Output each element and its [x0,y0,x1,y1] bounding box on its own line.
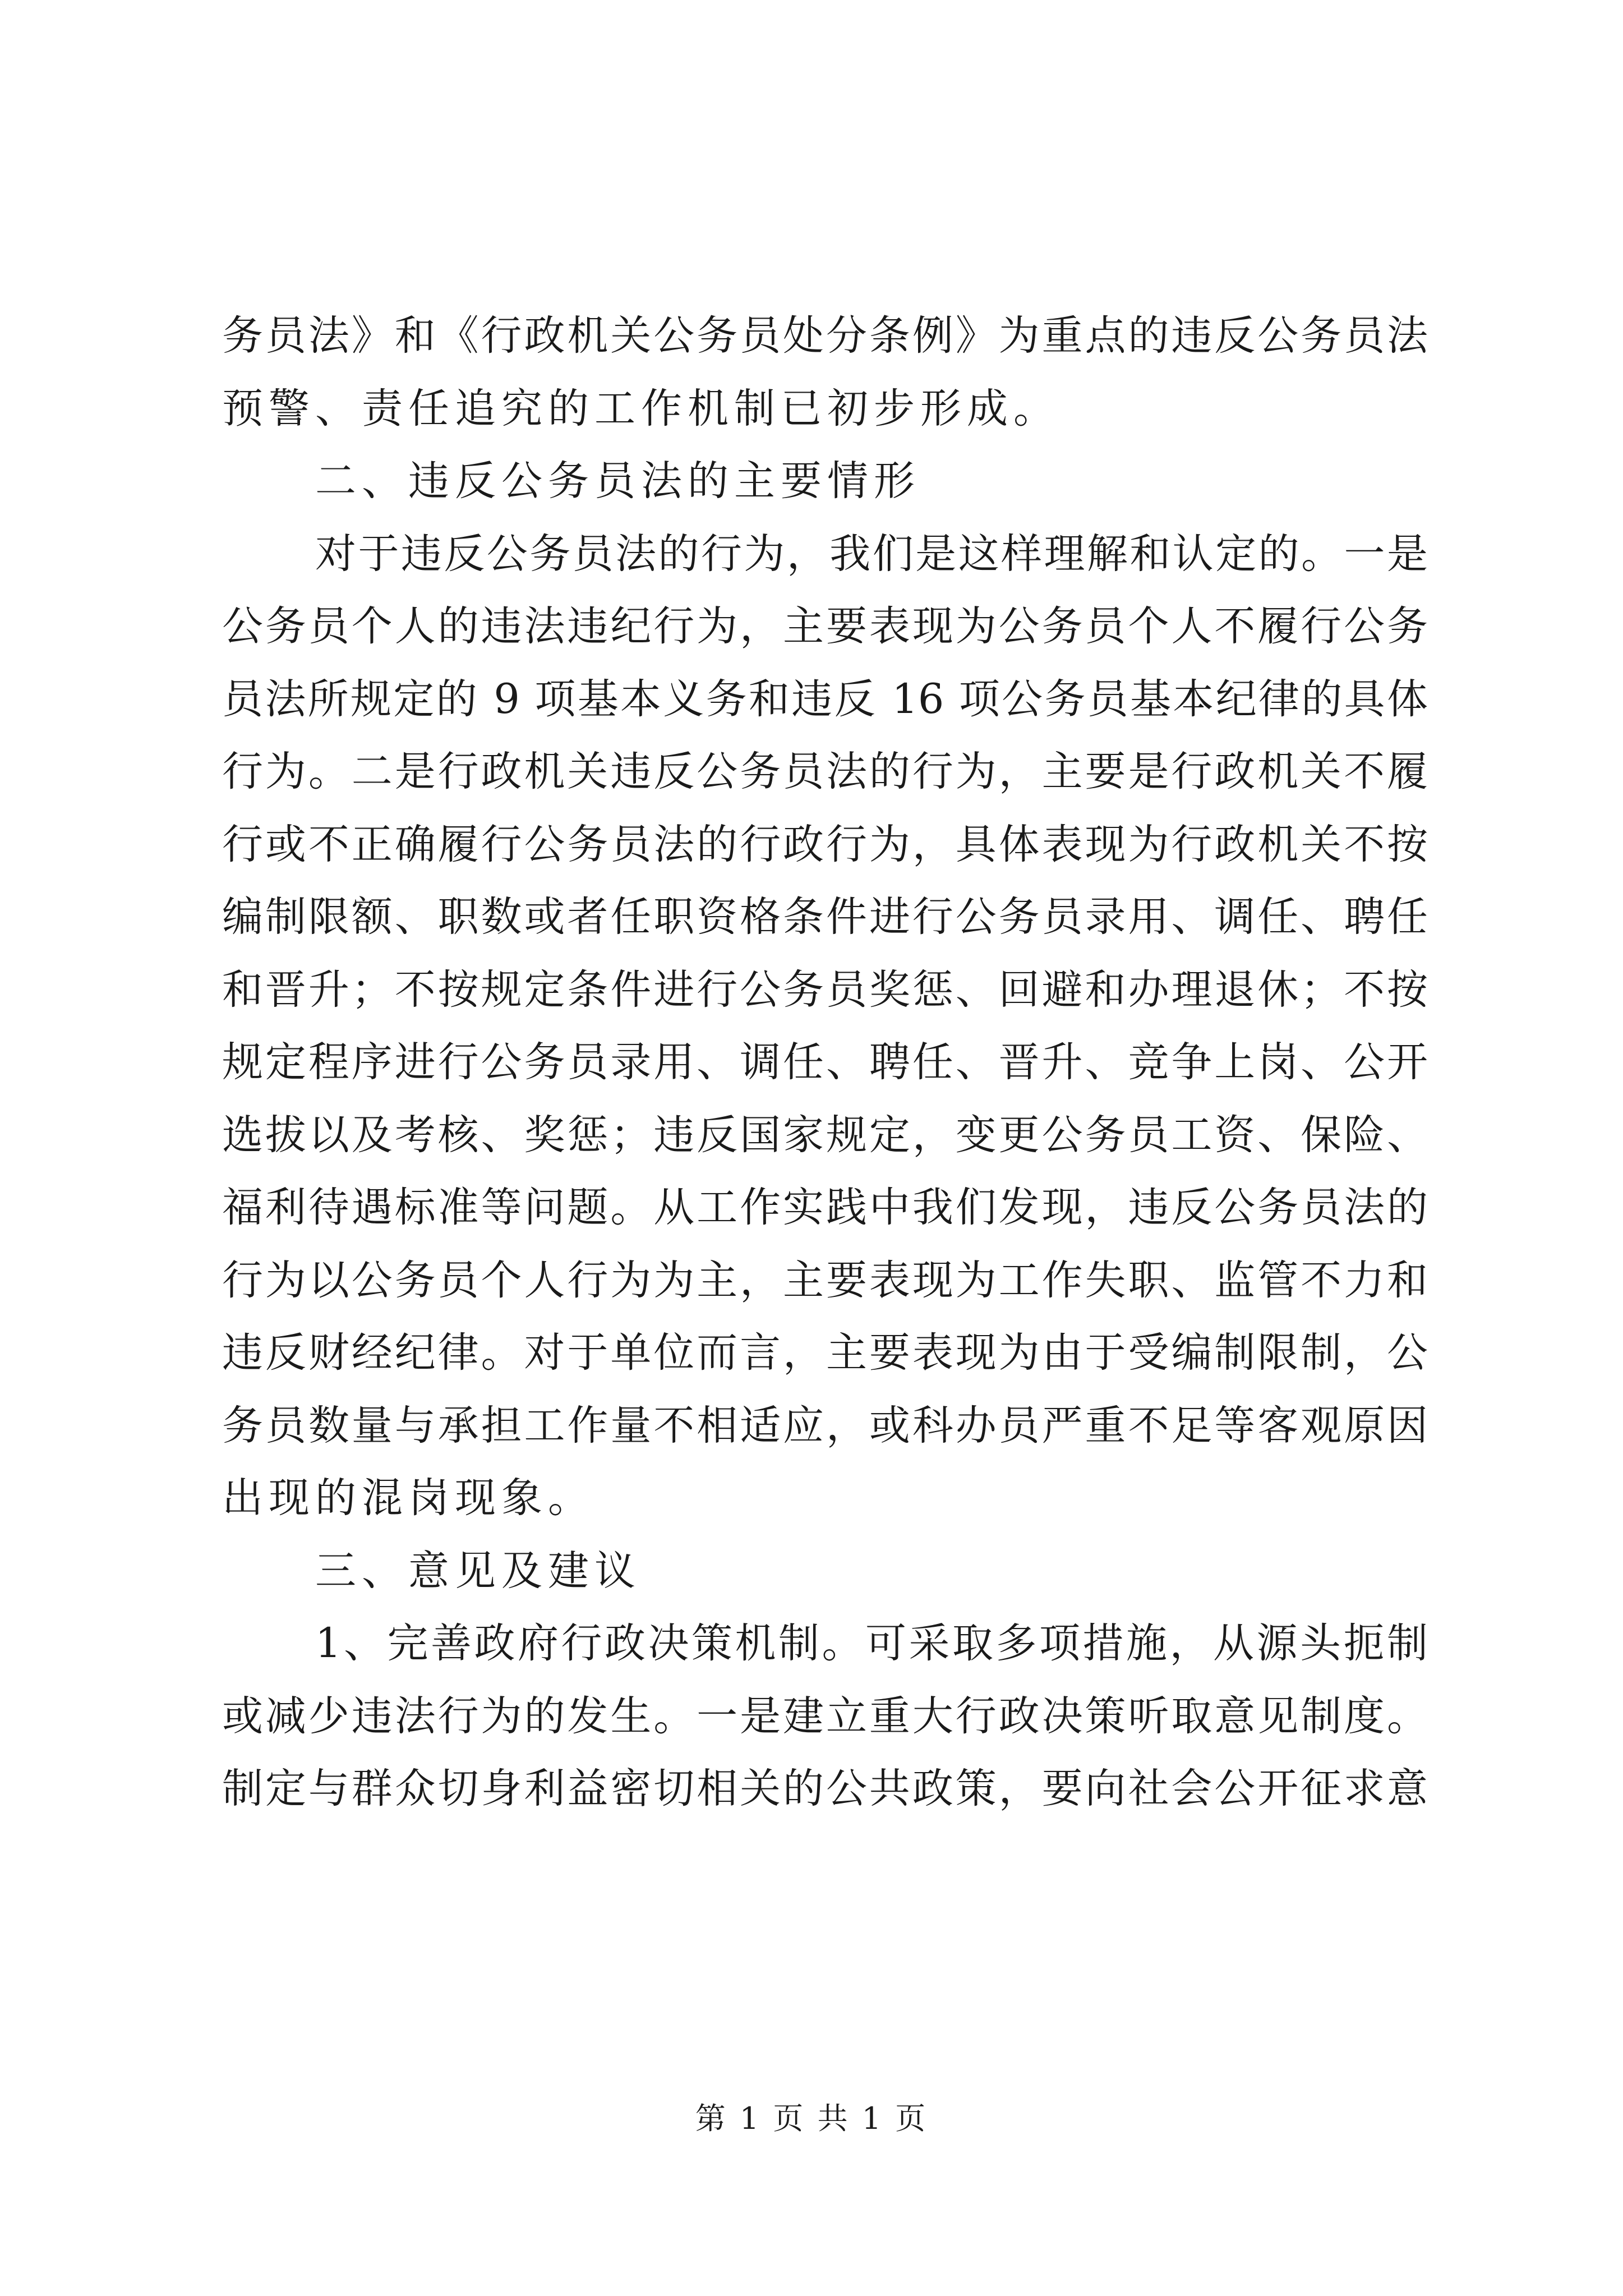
text-line: 务员法》和《行政机关公务员处分条例》为重点的违反公务员法 [222,312,1428,360]
text-line: 公务员个人的违法违纪行为，主要表现为公务员个人不履行公务 [222,602,1428,650]
text-line: 和晋升；不按规定条件进行公务员奖惩、回避和办理退休；不按 [222,965,1428,1014]
text-line: 员法所规定的 9 项基本义务和违反 16 项公务员基本纪律的具体 [222,675,1428,723]
body-text [222,300,1428,1825]
text-line: 1、完善政府行政决策机制。可采取多项措施，从源头扼制 [315,1619,1428,1667]
text-line: 选拔以及考核、奖惩；违反国家规定，变更公务员工资、保险、 [222,1111,1428,1159]
text-line: 或减少违法行为的发生。一是建立重大行政决策听取意见制度。 [222,1692,1428,1740]
text-line: 规定程序进行公务员录用、调任、聘任、晋升、竞争上岗、公开 [222,1038,1428,1086]
text-line: 行为。二是行政机关违反公务员法的行为，主要是行政机关不履 [222,748,1428,795]
text-line: 行为以公务员个人行为为主，主要表现为工作失职、监管不力和 [222,1256,1428,1304]
section-heading: 三、意见及建议 [315,1547,641,1595]
text-line: 违反财经纪律。对于单位而言，主要表现为由于受编制限制，公 [222,1329,1428,1377]
text-line: 福利待遇标准等问题。从工作实践中我们发现，违反公务员法的 [222,1184,1428,1231]
text-line: 行或不正确履行公务员法的行政行为，具体表现为行政机关不按 [222,820,1428,868]
text-line: 制定与群众切身利益密切相关的公共政策，要向社会公开征求意 [222,1765,1428,1812]
text-line: 务员数量与承担工作量不相适应，或科办员严重不足等客观原因 [222,1401,1428,1450]
page-number-footer: 第 1 页 共 1 页 [695,2101,928,2136]
text-line: 对于违反公务员法的行为，我们是这样理解和认定的。一是 [315,530,1428,578]
text-line: 预警、责任追究的工作机制已初步形成。 [222,384,1060,432]
text-line: 出现的混岗现象。 [222,1474,594,1522]
text-line: 编制限额、职数或者任职资格条件进行公务员录用、调任、聘任 [222,893,1428,941]
section-heading: 二、违反公务员法的主要情形 [315,457,920,505]
